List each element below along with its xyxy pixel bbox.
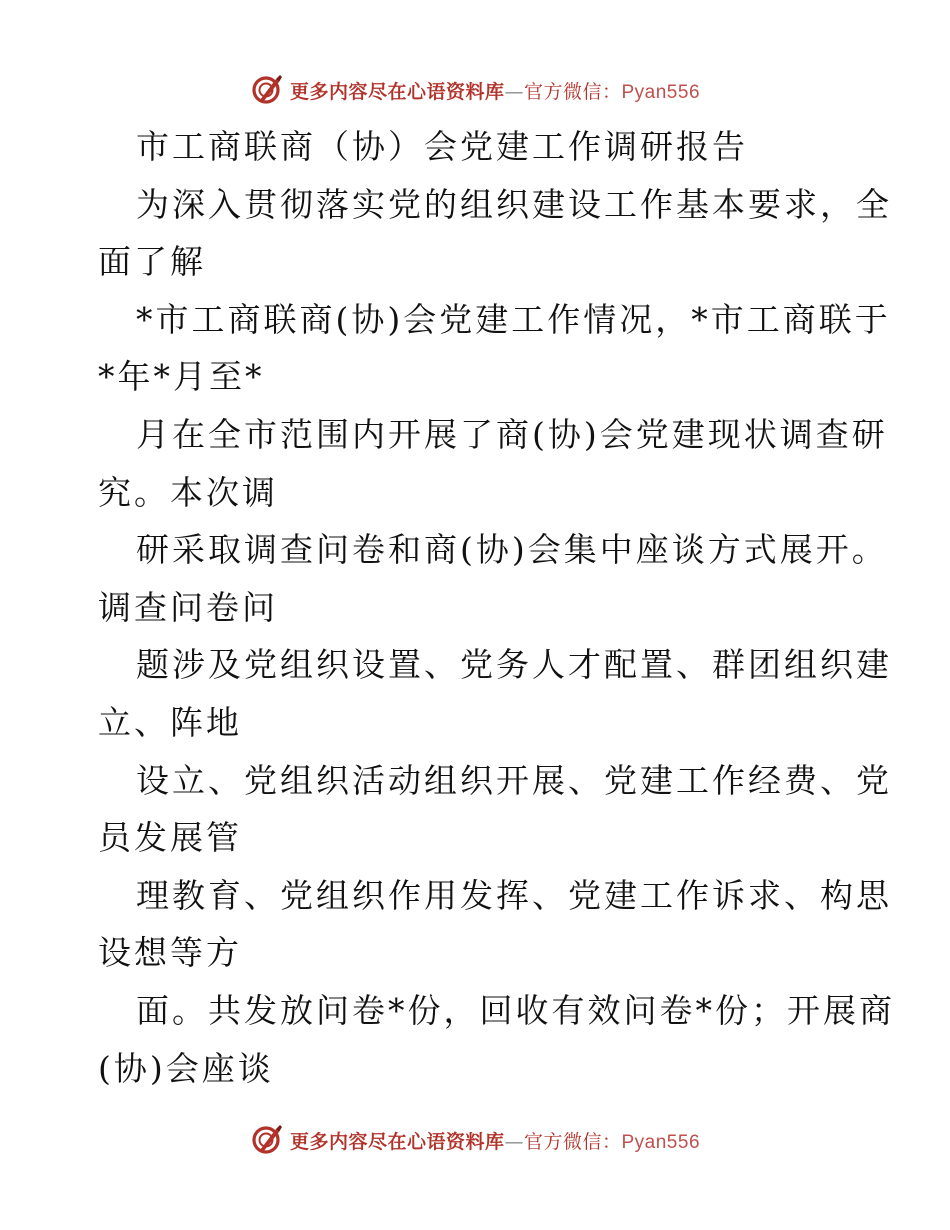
paragraph-line: 理教育、党组织作用发挥、党建工作诉求、构思 xyxy=(136,875,892,915)
paragraph-line: (协)会座谈 xyxy=(98,1048,274,1088)
paragraph-line: 调查问卷问 xyxy=(98,587,278,627)
banner-text xyxy=(290,77,700,104)
paragraph-line: *年*月至* xyxy=(98,357,265,397)
banner-wechat-label: 官方微信： xyxy=(523,1130,622,1153)
paragraph-line: 设立、党组织活动组织开展、党建工作经费、党 xyxy=(136,760,892,800)
pen-logo-icon xyxy=(250,1123,284,1157)
banner-promo: 更多内容尽在心语资料库 xyxy=(289,80,505,103)
paragraph-line: 设想等方 xyxy=(98,933,242,973)
paragraph-line: 究。本次调 xyxy=(98,472,278,512)
paragraph-line: 题涉及党组织设置、党务人才配置、群团组织建 xyxy=(136,645,892,685)
paragraph-line: 市工商联商（协）会党建工作调研报告 xyxy=(136,127,748,166)
footer-banner xyxy=(0,1120,950,1160)
paragraph-line: 员发展管 xyxy=(98,818,242,858)
paragraph-line: 研采取调查问卷和商(协)会集中座谈方式展开。 xyxy=(136,530,888,570)
banner-text xyxy=(290,1127,700,1154)
pen-logo-icon xyxy=(250,73,284,107)
banner-dash: — xyxy=(504,1130,524,1153)
header-banner xyxy=(0,70,950,110)
paragraph-line: 为深入贯彻落实党的组织建设工作基本要求，全 xyxy=(136,184,892,224)
paragraph-line: *市工商联商(协)会党建工作情况，*市工商联于 xyxy=(136,299,891,339)
document-body xyxy=(98,118,895,1097)
banner-promo: 更多内容尽在心语资料库 xyxy=(289,1130,505,1153)
banner-wechat-label: 官方微信： xyxy=(523,80,622,103)
paragraph-line: 面。共发放问卷*份，回收有效问卷*份；开展商 xyxy=(136,990,895,1030)
paragraph-line: 月在全市范围内开展了商(协)会党建现状调查研 xyxy=(136,414,888,454)
paragraph-line: 立、阵地 xyxy=(98,702,242,742)
banner-handle: Pyan556 xyxy=(621,81,701,103)
banner-dash: — xyxy=(504,80,524,103)
paragraph-line: 面了解 xyxy=(98,242,206,282)
banner-handle: Pyan556 xyxy=(621,1131,701,1153)
